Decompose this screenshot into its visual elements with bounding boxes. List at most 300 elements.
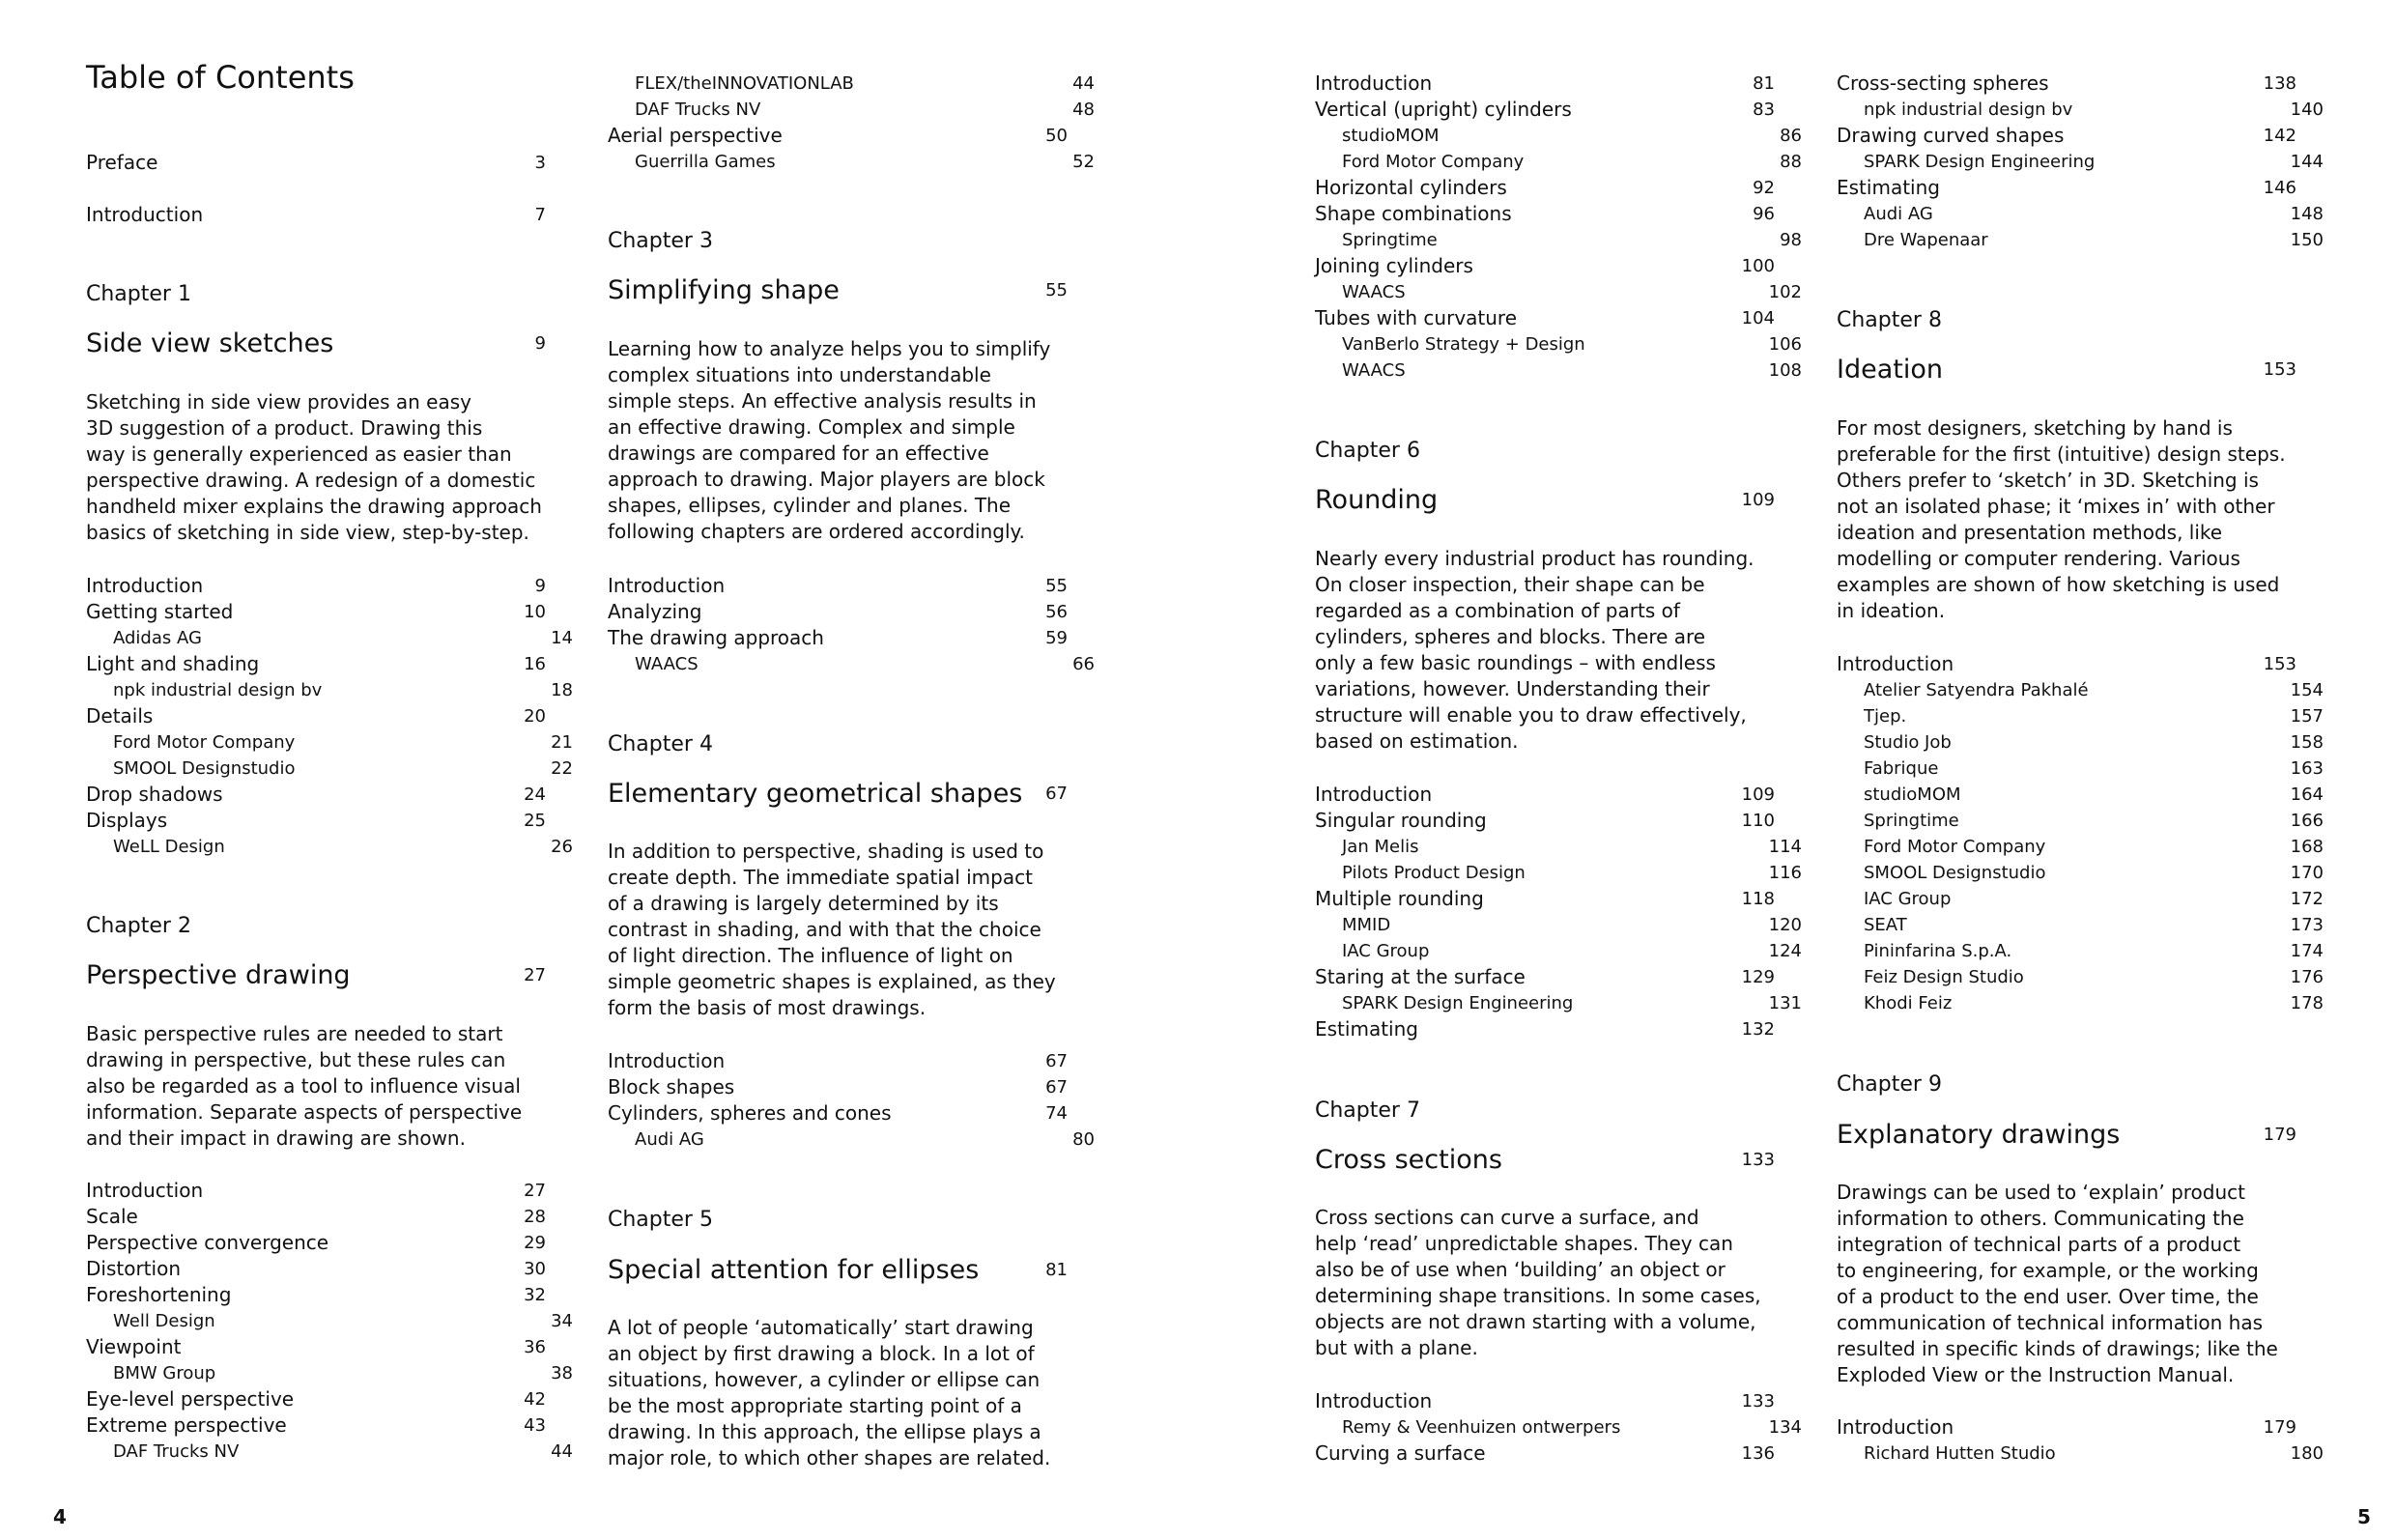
entry-title: SMOOL Designstudio bbox=[113, 758, 296, 779]
entry-title: Light and shading bbox=[86, 652, 260, 675]
chapter-description-line bbox=[1315, 546, 1775, 572]
entry-title: complex situations into understandable bbox=[608, 363, 991, 386]
toc-subentry bbox=[608, 651, 1095, 677]
entry-title: Scale bbox=[86, 1205, 138, 1228]
toc-subentry bbox=[1837, 912, 2324, 938]
entry-page-number: 140 bbox=[2290, 100, 2324, 120]
entry-page-number: 29 bbox=[524, 1233, 546, 1253]
entry-title: cylinders, spheres and blocks. There are bbox=[1315, 625, 1706, 648]
entry-title: Block shapes bbox=[608, 1075, 735, 1098]
entry-title: Foreshortening bbox=[86, 1283, 232, 1306]
entry-title: On closer inspection, their shape can be bbox=[1315, 573, 1705, 596]
entry-title: Cylinders, spheres and cones bbox=[608, 1101, 892, 1125]
entry-title: Cross sections can curve a surface, and bbox=[1315, 1206, 1699, 1229]
entry-title: drawing. In this approach, the ellipse plays a bbox=[608, 1420, 1041, 1443]
toc-subentry bbox=[1837, 834, 2324, 860]
entry-page-number: 170 bbox=[2290, 863, 2324, 883]
entry-title: Introduction bbox=[86, 203, 204, 226]
toc-title bbox=[86, 58, 546, 97]
entry-title: preferable for the first (intuitive) design steps. bbox=[1837, 442, 2286, 466]
entry-title: npk industrial design bv bbox=[113, 680, 323, 700]
toc-subentry bbox=[1837, 227, 2324, 253]
entry-page-number: 3 bbox=[534, 153, 546, 173]
chapter-label bbox=[86, 913, 546, 939]
entry-title: Extreme perspective bbox=[86, 1413, 287, 1437]
toc-subentry bbox=[1315, 357, 1802, 384]
entry-page-number: 55 bbox=[1045, 576, 1068, 596]
chapter-description-line bbox=[1837, 546, 2296, 572]
entry-page-number: 157 bbox=[2290, 706, 2324, 727]
chapter-description-line bbox=[86, 1073, 546, 1099]
toc-subentry bbox=[86, 1360, 573, 1386]
toc-entry bbox=[1315, 175, 1775, 201]
entry-page-number: 50 bbox=[1045, 126, 1068, 146]
entry-title: of light direction. The influence of light on bbox=[608, 944, 1013, 967]
chapter-description-line bbox=[1315, 676, 1775, 702]
entry-page-number: 114 bbox=[1768, 837, 1802, 857]
entry-page-number: 129 bbox=[1741, 967, 1775, 987]
toc-subentry bbox=[1315, 912, 1802, 938]
entry-page-number: 138 bbox=[2263, 73, 2296, 94]
entry-page-number: 18 bbox=[551, 680, 573, 700]
toc-subentry bbox=[1837, 808, 2324, 834]
entry-page-number: 144 bbox=[2290, 152, 2324, 172]
entry-title: Rounding bbox=[1315, 485, 1439, 515]
toc-column-3 bbox=[1315, 0, 1802, 1507]
entry-title: Learning how to analyze helps you to simplify bbox=[608, 337, 1051, 360]
entry-page-number: 133 bbox=[1741, 1391, 1775, 1412]
chapter-description-line bbox=[86, 1126, 546, 1152]
entry-title: Eye-level perspective bbox=[86, 1387, 295, 1411]
entry-page-number: 67 bbox=[1045, 784, 1068, 804]
entry-title: Feiz Design Studio bbox=[1864, 967, 2024, 987]
toc-subentry bbox=[1837, 756, 2324, 782]
toc-entry bbox=[86, 1334, 546, 1360]
toc-entry bbox=[1315, 253, 1775, 279]
entry-title: Perspective convergence bbox=[86, 1231, 329, 1254]
entry-title: Estimating bbox=[1837, 176, 1940, 199]
entry-title: Shape combinations bbox=[1315, 202, 1512, 225]
entry-page-number: 44 bbox=[551, 1441, 573, 1462]
toc-subentry bbox=[1837, 990, 2324, 1016]
entry-title: Estimating bbox=[1315, 1017, 1418, 1041]
chapter-title bbox=[86, 959, 546, 992]
entry-title: shapes, ellipses, cylinder and planes. The bbox=[608, 494, 1012, 517]
entry-title: Viewpoint bbox=[86, 1335, 182, 1358]
entry-page-number: 96 bbox=[1753, 204, 1775, 224]
chapter-description-line bbox=[86, 442, 546, 468]
entry-title: Simplifying shape bbox=[608, 275, 840, 305]
chapter-description-line bbox=[86, 415, 546, 442]
toc-subentry bbox=[608, 149, 1095, 175]
chapter-description-line bbox=[608, 969, 1068, 995]
entry-page-number: 86 bbox=[1780, 126, 1802, 146]
entry-page-number: 25 bbox=[524, 811, 546, 831]
entry-title: Adidas AG bbox=[113, 628, 202, 648]
toc-subentry bbox=[86, 756, 573, 782]
entry-title: Introduction bbox=[1315, 1389, 1433, 1412]
toc-entry bbox=[1315, 886, 1775, 912]
entry-title: MMID bbox=[1342, 915, 1391, 935]
entry-page-number: 120 bbox=[1768, 915, 1802, 935]
toc-subentry bbox=[1315, 938, 1802, 964]
toc-entry bbox=[86, 1178, 546, 1204]
entry-title: npk industrial design bv bbox=[1864, 100, 2073, 120]
entry-title: IAC Group bbox=[1864, 889, 1952, 909]
entry-title: Dre Wapenaar bbox=[1864, 230, 1988, 250]
entry-title: Getting started bbox=[86, 600, 234, 623]
toc-subentry bbox=[1837, 886, 2324, 912]
entry-title: Vertical (upright) cylinders bbox=[1315, 98, 1572, 121]
chapter-description-line bbox=[608, 519, 1068, 545]
entry-title: Introduction bbox=[1315, 783, 1433, 806]
toc-entry bbox=[86, 703, 546, 729]
toc-entry bbox=[86, 1386, 546, 1412]
entry-page-number: 109 bbox=[1741, 784, 1775, 805]
chapter-description-line bbox=[608, 1393, 1068, 1419]
toc-subentry bbox=[1837, 964, 2324, 990]
toc-subentry bbox=[1837, 677, 2324, 703]
chapter-description-line bbox=[1837, 1310, 2296, 1336]
entry-page-number: 172 bbox=[2290, 889, 2324, 909]
entry-title: Pininfarina S.p.A. bbox=[1864, 941, 2012, 961]
entry-title: communication of technical information has bbox=[1837, 1311, 2264, 1334]
entry-title: Elementary geometrical shapes bbox=[608, 779, 1023, 809]
entry-title: Cross sections bbox=[1315, 1145, 1502, 1175]
entry-title: Guerrilla Games bbox=[635, 152, 776, 172]
entry-title: regarded as a combination of parts of bbox=[1315, 599, 1680, 622]
chapter-title bbox=[1837, 354, 2296, 386]
entry-page-number: 154 bbox=[2290, 680, 2324, 700]
entry-title: WAACS bbox=[635, 654, 699, 674]
chapter-description-line bbox=[608, 441, 1068, 467]
chapter-description-line bbox=[608, 1419, 1068, 1445]
entry-title: Cross-secting spheres bbox=[1837, 71, 2049, 95]
entry-title: Drawing curved shapes bbox=[1837, 124, 2065, 147]
entry-title: not an isolated phase; it ‘mixes in’ with other bbox=[1837, 495, 2275, 518]
entry-page-number: 173 bbox=[2290, 915, 2324, 935]
chapter-description-line bbox=[86, 494, 546, 520]
chapter-title bbox=[1837, 1119, 2296, 1152]
entry-page-number: 124 bbox=[1768, 941, 1802, 961]
chapter-description-line bbox=[608, 943, 1068, 969]
entry-title: form the basis of most drawings. bbox=[608, 996, 927, 1019]
entry-title: Exploded View or the Instruction Manual. bbox=[1837, 1363, 2235, 1386]
entry-title: Aerial perspective bbox=[608, 124, 783, 147]
entry-page-number: 109 bbox=[1741, 490, 1775, 510]
toc-subentry bbox=[86, 729, 573, 756]
entry-title: Introduction bbox=[86, 574, 204, 597]
toc-subentry bbox=[86, 1308, 573, 1334]
entry-title: Analyzing bbox=[608, 600, 702, 623]
entry-title: studioMOM bbox=[1864, 784, 1961, 805]
entry-title: Audi AG bbox=[1864, 204, 1933, 224]
chapter-description-line bbox=[1837, 1362, 2296, 1388]
entry-title: Remy & Veenhuizen ontwerpers bbox=[1342, 1417, 1621, 1438]
toc-column-1 bbox=[86, 0, 573, 1507]
chapter-title bbox=[1315, 1144, 1775, 1177]
toc-entry bbox=[86, 1230, 546, 1256]
entry-title: Introduction bbox=[1315, 71, 1433, 95]
entry-title: information. Separate aspects of perspective bbox=[86, 1100, 523, 1124]
entry-page-number: 38 bbox=[551, 1363, 573, 1383]
entry-title: Preface bbox=[86, 151, 158, 174]
entry-title: Chapter 4 bbox=[608, 732, 713, 756]
entry-page-number: 7 bbox=[534, 205, 546, 225]
toc-entry bbox=[86, 599, 546, 625]
entry-page-number: 10 bbox=[524, 602, 546, 622]
entry-title: Staring at the surface bbox=[1315, 965, 1526, 988]
entry-page-number: 153 bbox=[2263, 654, 2296, 674]
entry-title: Introduction bbox=[1837, 652, 1954, 675]
entry-title: but with a plane. bbox=[1315, 1336, 1478, 1359]
entry-page-number: 81 bbox=[1045, 1260, 1068, 1280]
chapter-description-line bbox=[86, 1021, 546, 1047]
chapter-description-line bbox=[608, 917, 1068, 943]
toc-subentry bbox=[1315, 331, 1802, 357]
chapter-title bbox=[1315, 484, 1775, 517]
toc-entry bbox=[1315, 808, 1775, 834]
entry-page-number: 52 bbox=[1072, 152, 1095, 172]
chapter-title bbox=[608, 274, 1068, 307]
toc-subentry bbox=[1315, 123, 1802, 149]
toc-subentry bbox=[1837, 938, 2324, 964]
toc-subentry bbox=[1837, 729, 2324, 756]
chapter-description-line bbox=[1315, 598, 1775, 624]
entry-title: studioMOM bbox=[1342, 126, 1440, 146]
toc-entry bbox=[86, 1282, 546, 1308]
toc-entry bbox=[1315, 964, 1775, 990]
entry-title: Multiple rounding bbox=[1315, 887, 1484, 910]
entry-title: Nearly every industrial product has rounding. bbox=[1315, 547, 1754, 570]
chapter-description-line bbox=[1315, 1335, 1775, 1361]
entry-title: Explanatory drawings bbox=[1837, 1120, 2121, 1150]
toc-subentry bbox=[1837, 860, 2324, 886]
entry-page-number: 131 bbox=[1768, 993, 1802, 1013]
entry-page-number: 36 bbox=[524, 1337, 546, 1357]
entry-page-number: 22 bbox=[551, 758, 573, 779]
toc-entry bbox=[1837, 1414, 2296, 1440]
toc-subentry bbox=[1837, 782, 2324, 808]
toc-entry bbox=[1315, 1016, 1775, 1042]
toc-entry bbox=[1315, 97, 1775, 123]
chapter-description-line bbox=[1315, 702, 1775, 728]
entry-title: Curving a surface bbox=[1315, 1441, 1486, 1465]
entry-title: SEAT bbox=[1864, 915, 1907, 935]
chapter-description-line bbox=[1315, 1283, 1775, 1309]
entry-page-number: 176 bbox=[2290, 967, 2324, 987]
entry-title: create depth. The immediate spatial impact bbox=[608, 866, 1033, 889]
entry-title: Chapter 6 bbox=[1315, 439, 1420, 463]
chapter-title bbox=[86, 328, 546, 360]
entry-page-number: 20 bbox=[524, 706, 546, 727]
page-number-left: 4 bbox=[53, 1505, 67, 1528]
toc-entry bbox=[86, 202, 546, 228]
entry-page-number: 83 bbox=[1753, 100, 1775, 120]
entry-title: Ford Motor Company bbox=[1342, 152, 1525, 172]
toc-entry bbox=[86, 573, 546, 599]
chapter-description-line bbox=[1315, 624, 1775, 650]
toc-entry bbox=[1315, 201, 1775, 227]
entry-title: Springtime bbox=[1864, 811, 1959, 831]
chapter-description-line bbox=[1837, 1284, 2296, 1310]
entry-title: Joining cylinders bbox=[1315, 254, 1473, 277]
toc-subentry bbox=[608, 1126, 1095, 1153]
chapter-label bbox=[1837, 307, 2296, 333]
chapter-description-line bbox=[86, 1047, 546, 1073]
toc-subentry bbox=[608, 97, 1095, 123]
entry-title: SPARK Design Engineering bbox=[1342, 993, 1574, 1013]
entry-page-number: 174 bbox=[2290, 941, 2324, 961]
toc-subentry bbox=[1315, 834, 1802, 860]
entry-page-number: 27 bbox=[524, 965, 546, 985]
chapter-description-line bbox=[1837, 415, 2296, 442]
chapter-description-line bbox=[608, 362, 1068, 388]
chapter-description-line bbox=[608, 336, 1068, 362]
entry-page-number: 98 bbox=[1780, 230, 1802, 250]
chapter-label bbox=[1315, 1098, 1775, 1124]
entry-page-number: 66 bbox=[1072, 654, 1095, 674]
toc-subentry bbox=[1837, 1440, 2324, 1467]
entry-title: perspective drawing. A redesign of a domestic bbox=[86, 469, 536, 492]
entry-page-number: 102 bbox=[1768, 282, 1802, 302]
entry-title: contrast in shading, and with that the choice bbox=[608, 918, 1041, 941]
toc-subentry bbox=[86, 677, 573, 703]
entry-title: Atelier Satyendra Pakhalé bbox=[1864, 680, 2089, 700]
chapter-description-line bbox=[1837, 1180, 2296, 1206]
entry-title: of a product to the end user. Over time, the bbox=[1837, 1285, 2259, 1308]
entry-page-number: 116 bbox=[1768, 863, 1802, 883]
entry-page-number: 59 bbox=[1045, 628, 1068, 648]
toc-subentry bbox=[1837, 201, 2324, 227]
entry-title: Pilots Product Design bbox=[1342, 863, 1526, 883]
entry-title: Chapter 2 bbox=[86, 914, 191, 938]
toc-entry bbox=[1315, 782, 1775, 808]
entry-title: Introduction bbox=[608, 1049, 726, 1072]
entry-title: FLEX/theINNOVATIONLAB bbox=[635, 73, 854, 94]
entry-page-number: 163 bbox=[2290, 758, 2324, 779]
entry-page-number: 134 bbox=[1768, 1417, 1802, 1438]
toc-subentry bbox=[86, 625, 573, 651]
entry-title: Drop shadows bbox=[86, 783, 223, 806]
toc-entry bbox=[608, 1100, 1068, 1126]
entry-page-number: 178 bbox=[2290, 993, 2324, 1013]
entry-title: examples are shown of how sketching is used bbox=[1837, 573, 2280, 596]
toc-subentry bbox=[86, 834, 573, 860]
entry-title: following chapters are ordered accordingly. bbox=[608, 520, 1025, 543]
chapter-description-line bbox=[1837, 1258, 2296, 1284]
entry-page-number: 28 bbox=[524, 1207, 546, 1227]
toc-entry bbox=[86, 782, 546, 808]
entry-page-number: 48 bbox=[1072, 100, 1095, 120]
toc-entry bbox=[1837, 651, 2296, 677]
entry-title: IAC Group bbox=[1342, 941, 1430, 961]
entry-title: Others prefer to ‘sketch’ in 3D. Sketching is bbox=[1837, 469, 2259, 492]
chapter-description-line bbox=[1315, 1309, 1775, 1335]
toc-subentry bbox=[1315, 1414, 1802, 1440]
entry-title: Singular rounding bbox=[1315, 809, 1487, 832]
entry-title: based on estimation. bbox=[1315, 729, 1519, 753]
chapter-description-line bbox=[608, 388, 1068, 414]
entry-title: A lot of people ‘automatically’ start drawing bbox=[608, 1316, 1034, 1339]
entry-page-number: 88 bbox=[1780, 152, 1802, 172]
entry-title: Displays bbox=[86, 809, 168, 832]
entry-page-number: 142 bbox=[2263, 126, 2296, 146]
toc-entry bbox=[608, 599, 1068, 625]
chapter-description-line bbox=[1837, 1232, 2296, 1258]
toc-entry bbox=[608, 625, 1068, 651]
chapter-label bbox=[608, 1207, 1068, 1233]
entry-title: Perspective drawing bbox=[86, 960, 351, 990]
chapter-description-line bbox=[1315, 1257, 1775, 1283]
chapter-description-line bbox=[608, 865, 1068, 891]
toc-subentry bbox=[1837, 149, 2324, 175]
toc-entry bbox=[608, 573, 1068, 599]
entry-title: Tjep. bbox=[1864, 706, 1907, 727]
chapter-description-line bbox=[1837, 1206, 2296, 1232]
entry-page-number: 106 bbox=[1768, 334, 1802, 355]
entry-title: objects are not drawn starting with a volume, bbox=[1315, 1310, 1756, 1333]
entry-page-number: 100 bbox=[1741, 256, 1775, 276]
entry-title: variations, however. Understanding their bbox=[1315, 677, 1710, 700]
entry-page-number: 9 bbox=[534, 576, 546, 596]
entry-title: Special attention for ellipses bbox=[608, 1255, 980, 1285]
toc-column-2 bbox=[608, 0, 1095, 1507]
entry-page-number: 179 bbox=[2263, 1125, 2296, 1145]
toc-subentry bbox=[1315, 860, 1802, 886]
entry-page-number: 104 bbox=[1741, 308, 1775, 328]
toc-entry bbox=[608, 1048, 1068, 1074]
entry-page-number: 32 bbox=[524, 1285, 546, 1305]
toc-entry bbox=[86, 651, 546, 677]
chapter-description-line bbox=[608, 414, 1068, 441]
toc-subentry bbox=[1315, 227, 1802, 253]
entry-title: Chapter 8 bbox=[1837, 308, 1942, 332]
entry-title: DAF Trucks NV bbox=[113, 1441, 240, 1462]
entry-title: WAACS bbox=[1342, 282, 1406, 302]
chapter-description-line bbox=[86, 520, 546, 546]
entry-page-number: 118 bbox=[1741, 889, 1775, 909]
entry-title: simple steps. An effective analysis results in bbox=[608, 389, 1037, 413]
entry-page-number: 108 bbox=[1768, 360, 1802, 381]
entry-title: Well Design bbox=[113, 1311, 215, 1331]
entry-title: Introduction bbox=[608, 574, 726, 597]
entry-title: determining shape transitions. In some cases, bbox=[1315, 1284, 1761, 1307]
toc-entry bbox=[86, 150, 546, 176]
entry-page-number: 16 bbox=[524, 654, 546, 674]
toc-subentry bbox=[86, 1439, 573, 1465]
toc-entry bbox=[1837, 175, 2296, 201]
entry-title: basics of sketching in side view, step-by-step. bbox=[86, 521, 529, 544]
entry-title: Details bbox=[86, 704, 154, 727]
chapter-description-line bbox=[1315, 650, 1775, 676]
entry-page-number: 44 bbox=[1072, 73, 1095, 94]
entry-title: Basic perspective rules are needed to start bbox=[86, 1022, 503, 1045]
entry-title: also be of use when ‘building’ an object or bbox=[1315, 1258, 1726, 1281]
chapter-description-line bbox=[608, 995, 1068, 1021]
entry-title: be the most appropriate starting point of a bbox=[608, 1394, 1022, 1417]
chapter-description-line bbox=[1315, 728, 1775, 755]
chapter-title bbox=[608, 1254, 1068, 1287]
entry-title: Ford Motor Company bbox=[1864, 837, 2046, 857]
entry-title: Ideation bbox=[1837, 355, 1943, 385]
entry-title: DAF Trucks NV bbox=[635, 100, 761, 120]
entry-page-number: 21 bbox=[551, 732, 573, 753]
chapter-description-line bbox=[1315, 572, 1775, 598]
chapter-label bbox=[608, 731, 1068, 757]
entry-page-number: 42 bbox=[524, 1389, 546, 1410]
entry-page-number: 27 bbox=[524, 1181, 546, 1201]
